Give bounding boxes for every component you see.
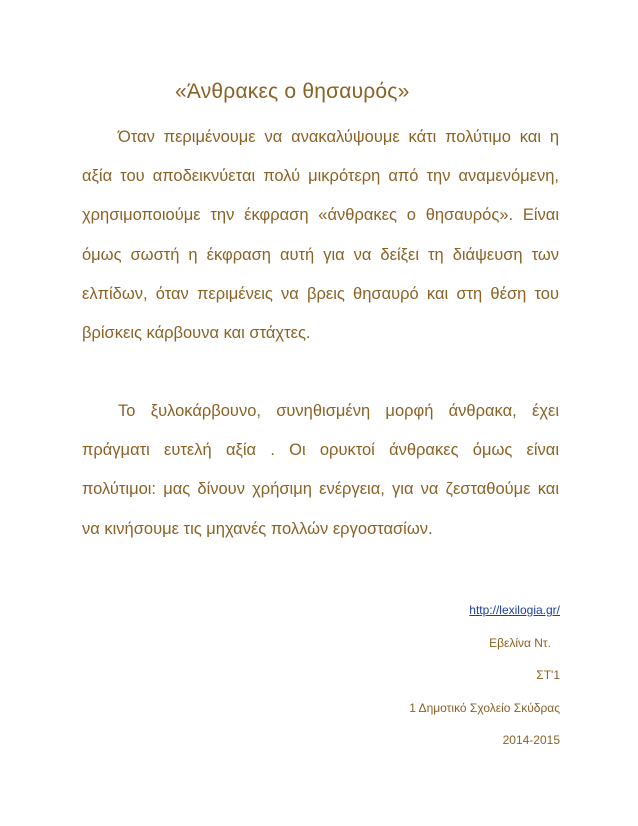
author-name: Εβελίνα Ντ. [489,636,551,650]
class-name: ΣΤ'1 [536,668,560,682]
school-name: 1 Δημοτικό Σχολείο Σκύδρας [409,701,560,715]
paragraph-2: Το ξυλοκάρβουνο, συνηθισμένη μορφή άνθρακα, έχει πράγματι ευτελή αξία . Οι ορυκτοί άνθρακες όμως είναι πολύτιμοι: μας δίνουν χρήσιμη ενέργεια, για να ζεσταθούμε και να κινήσουμε τις μηχανές πολλών εργοστασίων. [82,402,559,538]
document-title: «Άνθρακες ο θησαυρός» [175,80,410,103]
school-year: 2014-2015 [502,733,560,747]
source-link[interactable]: http://lexilogia.gr/ [469,603,560,617]
paragraph-1: Όταν περιμένουμε να ανακαλύψουμε κάτι πολύτιμο και η αξία του αποδεικνύεται πολύ μικρότερη από την αναμενόμενη, χρησιμοποιούμε την έκφραση «άνθρακες ο θησαυρός». Είναι όμως σωστή η έκφραση αυτή για να δείξει τη διάψευση των ελπίδων, όταν περιμένεις να βρεις θησαυρό και στη θέση του βρίσκεις κάρβουνα και στάχτες. [82,128,559,343]
